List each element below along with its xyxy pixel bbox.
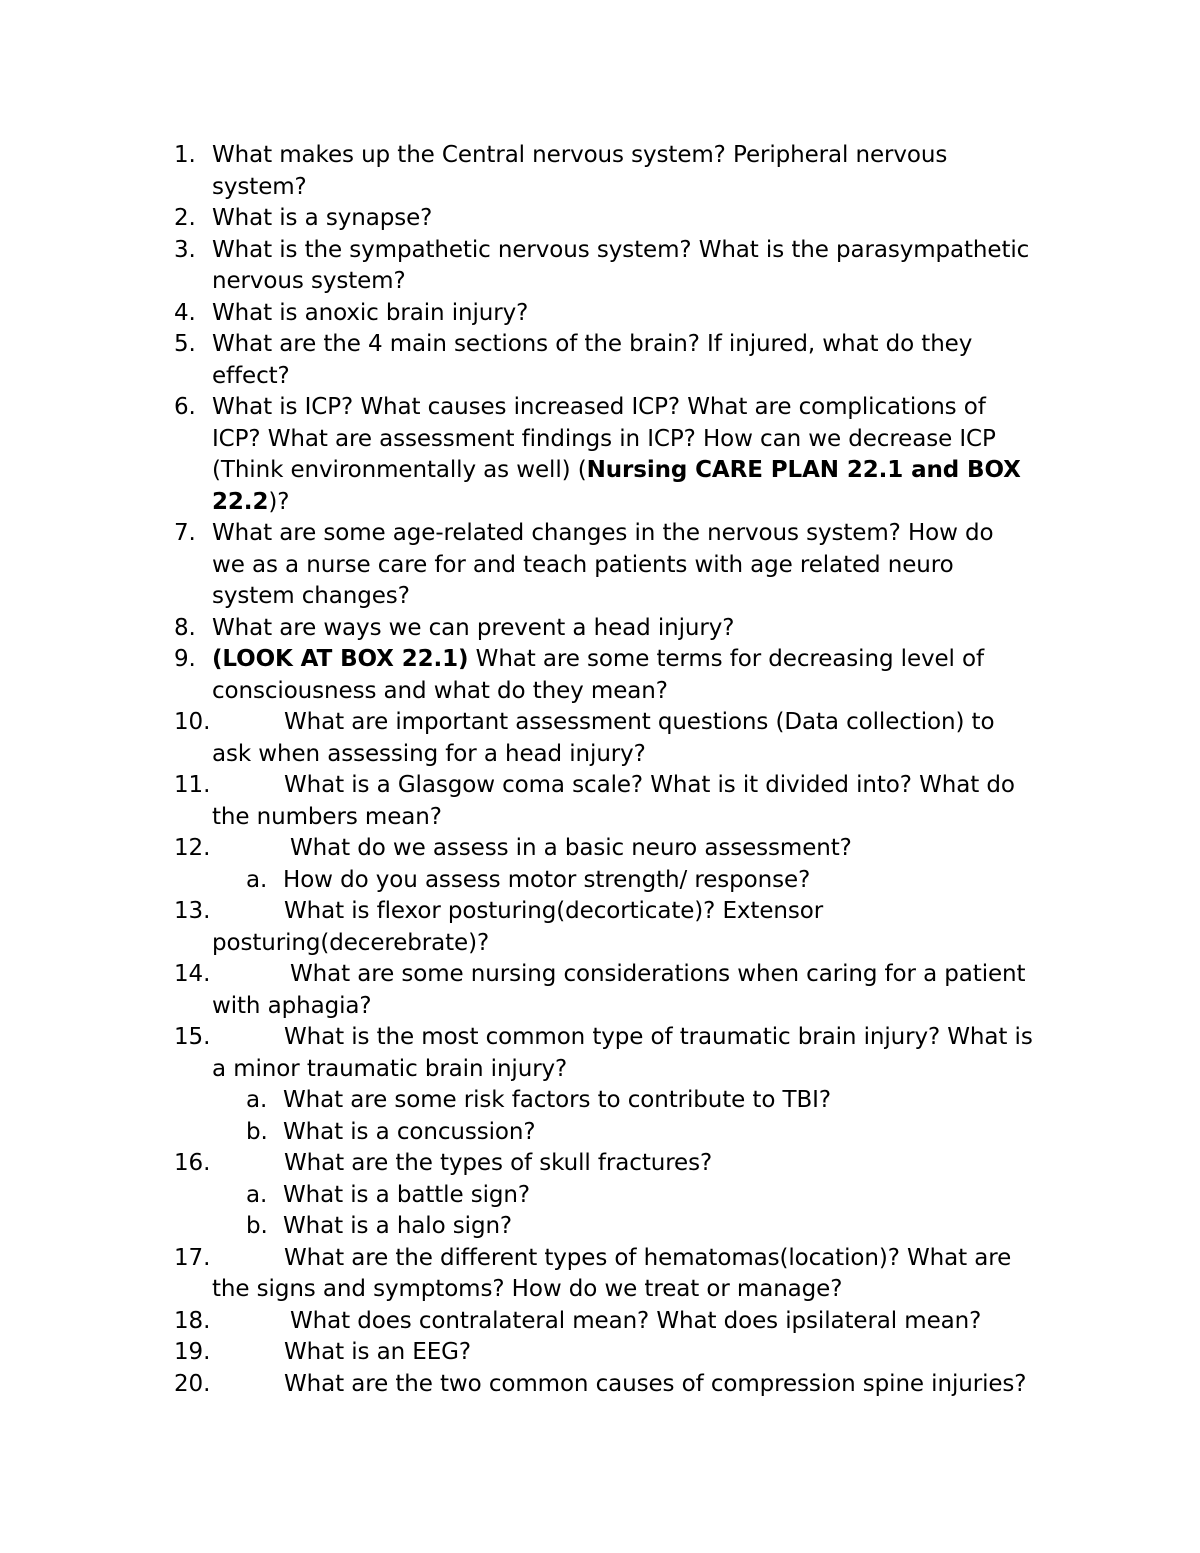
list-item — [174, 613, 1074, 645]
list-item — [174, 392, 1074, 518]
item-text: the signs and symptoms? How do we treat or manage? — [212, 1276, 843, 1302]
item-number: 6. — [174, 394, 196, 420]
list-item — [174, 140, 1074, 203]
item-number: 10. — [174, 709, 211, 735]
sub-item-letter: b. — [246, 1118, 268, 1145]
item-number: 20. — [174, 1370, 211, 1397]
list-item — [174, 203, 1074, 235]
sub-item — [174, 1085, 1074, 1117]
item-number: 11. — [174, 772, 211, 798]
question-list — [174, 140, 1074, 1400]
item-text: system changes? — [212, 583, 410, 609]
item-number: 1. — [174, 142, 196, 168]
item-text: a minor traumatic brain injury? — [212, 1055, 568, 1082]
item-text: ICP? What are assessment findings in ICP? How can we decrease ICP — [212, 425, 996, 452]
item-text: What is a synapse? — [212, 205, 433, 231]
sub-item-text: What are some risk factors to contribute to TBI? — [283, 1087, 831, 1113]
sub-item — [174, 1117, 1074, 1149]
sub-item-letter: b. — [246, 1213, 268, 1239]
item-text: What makes up the Central nervous system? Peripheral nervous — [212, 142, 948, 168]
item-number: 8. — [174, 614, 196, 641]
sub-item-text: What is a halo sign? — [283, 1213, 513, 1239]
item-number: 15. — [174, 1024, 211, 1050]
item-text: we as a nurse care for and teach patients with age related neuro — [212, 551, 954, 578]
item-number: 7. — [174, 520, 196, 546]
sub-item — [174, 1211, 1074, 1243]
item-text: What are some age-related changes in the nervous system? How do — [212, 520, 994, 546]
item-text: system? — [212, 173, 307, 200]
item-number: 13. — [174, 898, 211, 924]
list-item — [174, 1337, 1074, 1369]
item-text-part: (Think environmentally as well) ( — [212, 457, 587, 483]
sub-item-letter: a. — [246, 1087, 268, 1113]
sub-item-text: How do you assess motor strength/ response? — [283, 866, 811, 893]
item-number: 17. — [174, 1244, 211, 1271]
list-item — [174, 1306, 1074, 1338]
sub-item-text: What is a concussion? — [283, 1118, 536, 1145]
item-text: What is the most common type of traumatic brain injury? What is — [284, 1024, 1033, 1050]
item-text: What are the two common causes of compression spine injuries? — [284, 1370, 1027, 1397]
item-text: What is an EEG? — [284, 1339, 472, 1365]
item-number: 2. — [174, 205, 196, 231]
list-item — [174, 770, 1074, 833]
list-item — [174, 298, 1074, 330]
item-number: 9. — [174, 646, 196, 672]
item-text: nervous system? — [212, 268, 406, 294]
item-number: 12. — [174, 835, 211, 861]
item-text: What do we assess in a basic neuro assessment? — [290, 835, 852, 861]
sub-item — [174, 865, 1074, 897]
list-item — [174, 1243, 1074, 1306]
list-item — [174, 707, 1074, 770]
sub-item — [174, 1180, 1074, 1212]
item-number: 18. — [174, 1307, 211, 1334]
list-item — [174, 1369, 1074, 1401]
item-text: What is a Glasgow coma scale? What is it divided into? What do — [284, 772, 1015, 798]
item-text: posturing(decerebrate)? — [212, 929, 490, 956]
item-number: 14. — [174, 961, 211, 987]
item-number: 3. — [174, 236, 196, 263]
item-text — [212, 455, 1074, 487]
list-item — [174, 959, 1074, 1022]
item-text: What are ways we can prevent a head injury? — [212, 614, 735, 641]
item-number: 4. — [174, 299, 196, 326]
item-text: What is the sympathetic nervous system? What is the parasympathetic — [212, 236, 1030, 263]
item-text: What are the 4 main sections of the brain? If injured, what do they — [212, 331, 973, 357]
item-text — [212, 487, 1074, 519]
item-text: consciousness and what do they mean? — [212, 677, 668, 704]
item-number: 5. — [174, 331, 196, 357]
item-text: What is ICP? What causes increased ICP? What are complications of — [212, 394, 986, 420]
item-text: ask when assessing for a head injury? — [212, 740, 646, 767]
item-text: What is anoxic brain injury? — [212, 299, 529, 326]
sub-item-text: What is a battle sign? — [283, 1181, 530, 1208]
list-item — [174, 896, 1074, 959]
list-item — [174, 644, 1074, 707]
item-text — [212, 644, 1074, 676]
item-text-part: )? — [268, 488, 290, 515]
item-number: 19. — [174, 1339, 211, 1365]
bold-reference: (LOOK AT BOX 22.1) — [212, 646, 469, 672]
item-number: 16. — [174, 1150, 211, 1176]
bold-reference: Nursing CARE PLAN 22.1 and BOX — [586, 457, 1021, 483]
item-text: What are the types of skull fractures? — [284, 1150, 713, 1176]
item-text: effect? — [212, 362, 290, 389]
sub-item-letter: a. — [246, 1181, 268, 1208]
item-text: What does contralateral mean? What does ipsilateral mean? — [290, 1307, 982, 1334]
item-text: What are the different types of hematomas(location)? What are — [284, 1244, 1012, 1271]
item-text: What is flexor posturing(decorticate)? Extensor — [284, 898, 824, 924]
item-text: the numbers mean? — [212, 803, 442, 830]
item-text: What are some nursing considerations when caring for a patient — [290, 961, 1026, 987]
list-item — [174, 235, 1074, 298]
list-item — [174, 1148, 1074, 1180]
sub-item-letter: a. — [246, 866, 268, 893]
bold-reference: 22.2 — [212, 488, 269, 515]
list-item — [174, 329, 1074, 392]
list-item — [174, 518, 1074, 613]
list-item — [174, 833, 1074, 865]
list-item — [174, 1022, 1074, 1085]
item-text: with aphagia? — [212, 992, 372, 1019]
item-text: What are important assessment questions (Data collection) to — [284, 709, 995, 735]
item-text-part: What are some terms for decreasing level of — [468, 646, 985, 672]
